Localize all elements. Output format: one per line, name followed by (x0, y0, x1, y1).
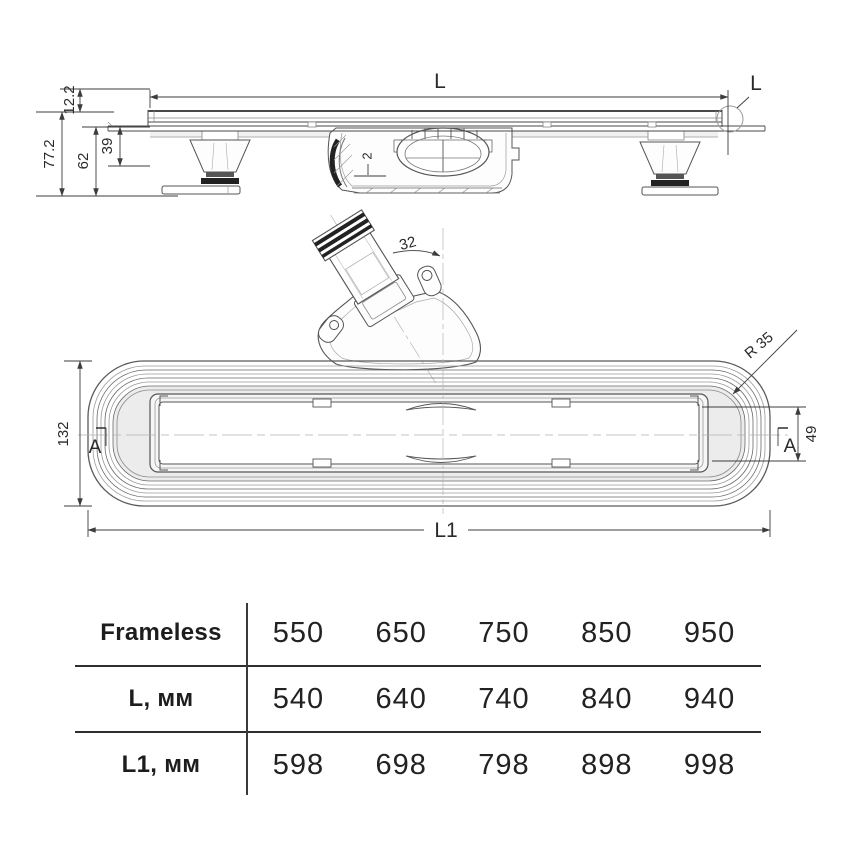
dim-132-label: 132 (54, 421, 72, 447)
dim-r35-label: R 35 (741, 328, 777, 363)
table-cell: 998 (683, 748, 736, 781)
dim-49-label: 49 (802, 425, 820, 443)
trap-side-view (328, 128, 519, 193)
table-cell: 950 (683, 616, 736, 649)
right-adjustable-foot (640, 131, 718, 195)
table-cell: 750 (478, 616, 530, 649)
dim-L-label: L (434, 70, 446, 93)
row-label: Frameless (100, 619, 222, 646)
table-cell: 598 (272, 748, 325, 781)
table-cell: 850 (581, 616, 633, 649)
table-row-l1 (75, 731, 761, 797)
row-label: L1, мм (121, 751, 201, 778)
table-cell: 740 (478, 682, 530, 715)
table-cell: 898 (581, 748, 633, 781)
table-row-frameless (75, 601, 761, 665)
row-label: L, мм (128, 685, 194, 712)
dim-l1-label: L1 (434, 519, 458, 542)
dim-32-label: 32 (397, 233, 419, 255)
side-view (108, 106, 765, 195)
detail-L-label: L (750, 72, 762, 95)
dim-77-2-label: 77.2 (40, 139, 58, 169)
table-cell: 798 (478, 748, 530, 781)
table-cell: 650 (375, 616, 427, 649)
dim-12-2-label: 12.2 (60, 85, 78, 115)
section-a-left-label: A (88, 437, 102, 458)
dim-2-label: 2 (359, 152, 375, 160)
table-cell: 698 (375, 748, 427, 781)
dim-62-label: 62 (74, 152, 92, 170)
table-vertical-divider (246, 603, 248, 795)
table-cell: 840 (581, 682, 633, 715)
table-cell: 550 (272, 616, 325, 649)
table-cell: 540 (272, 682, 325, 715)
dim-39-label: 39 (98, 137, 116, 155)
table-cell: 640 (375, 682, 427, 715)
detail-callout-circle (717, 106, 743, 132)
table-row-l (75, 665, 761, 731)
table-cell: 940 (683, 682, 736, 715)
size-table (75, 601, 761, 797)
angle-arc (393, 251, 440, 256)
left-adjustable-foot (162, 131, 250, 194)
section-a-right-label: A (783, 436, 797, 457)
